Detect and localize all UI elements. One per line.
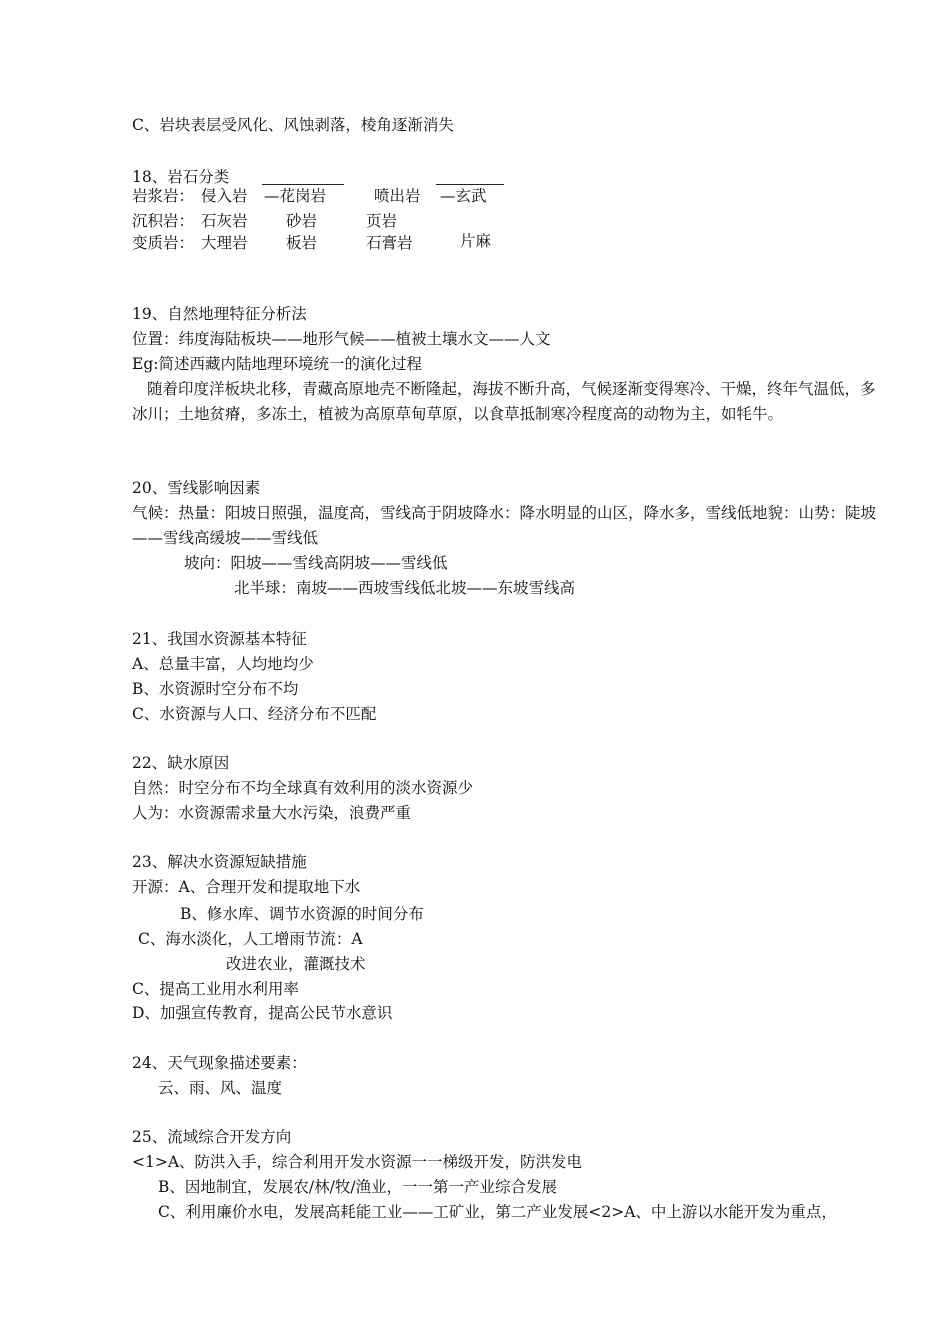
- s21-b: B、水资源时空分布不均: [132, 680, 299, 698]
- s19-paragraph: 随着印度洋板块北移，青藏高原地壳不断隆起，海拔不断升高，气候逐渐变得寒冷、干燥，终年气温低，多冰川；土地贫瘠，多冻土，植被为高原草甸草原，以食草抵制寒冷程度高的动物为主，如牦牛。: [132, 380, 876, 423]
- s21-c: C、水资源与人口、经济分布不匹配: [132, 705, 377, 723]
- s18-underline-1: [262, 184, 344, 185]
- s18-meta-d: 片麻: [460, 232, 492, 250]
- s23-line-1: 开源：A、合理开发和提取地下水: [132, 878, 361, 896]
- s18-meta-c: 石膏岩: [366, 234, 413, 252]
- s18-underline-2: [436, 184, 504, 185]
- s23-line-4: 改进农业，灌溉技术: [226, 955, 366, 973]
- s23-title: 23、解决水资源短缺措施: [132, 853, 307, 871]
- s18-meta-b: 板岩: [286, 234, 318, 252]
- s20-paragraph: 气候：热量：阳坡日照强，温度高，雪线高于阴坡降水：降水明显的山区，降水多，雪线低地貌：山势：陡坡——雪线高缓坡——雪线低: [132, 504, 877, 547]
- s19-title: 19、自然地理特征分析法: [132, 305, 307, 323]
- s18-magma-extrusive: 喷出岩: [374, 187, 421, 205]
- s25-title: 25、流域综合开发方向: [132, 1128, 292, 1146]
- s18-sed-label: 沉积岩：: [132, 212, 195, 230]
- s18-sed-c: 页岩: [366, 212, 398, 230]
- s25-line-1: <1>A、防洪入手，综合利用开发水资源一一梯级开发，防洪发电: [132, 1153, 583, 1171]
- s21-a: A、总量丰富，人均地均少: [132, 655, 314, 673]
- s24-line-1: 云、雨、风、温度: [158, 1079, 283, 1097]
- s19-position: 位置：纬度海陆板块——地形气候——植被土壤水文——人文: [132, 330, 551, 348]
- s22-natural: 自然：时空分布不均全球真有效利用的淡水资源少: [132, 779, 474, 797]
- s17-line-c: C、岩块表层受风化、风蚀剥落，棱角逐渐消失: [132, 116, 454, 134]
- s18-magma-intrusive-ex: —花岗岩: [264, 187, 327, 205]
- s18-magma-intrusive: 侵入岩: [201, 187, 248, 205]
- s18-sed-b: 砂岩: [286, 212, 318, 230]
- s24-title: 24、天气现象描述要素：: [132, 1054, 307, 1072]
- s20-title: 20、雪线影响因素: [132, 479, 261, 497]
- s22-human: 人为：水资源需求量大水污染，浪费严重: [132, 804, 412, 822]
- s18-meta-a: 大理岩: [201, 234, 248, 252]
- s23-line-2: B、修水库、调节水资源的时间分布: [180, 905, 424, 923]
- s23-line-6: D、加强宣传教育，提高公民节水意识: [132, 1004, 393, 1022]
- s18-meta-label: 变质岩：: [132, 234, 195, 252]
- s23-line-5: C、提高工业用水利用率: [132, 980, 299, 998]
- s20-aspect: 坡向：阳坡——雪线高阴坡——雪线低: [184, 554, 448, 572]
- s19-eg: Eg:简述西藏内陆地理环境统一的演化过程: [132, 355, 422, 373]
- s18-title: 18、岩石分类: [132, 168, 230, 186]
- s25-line-2: B、因地制宜，发展农/林/牧/渔业，一一第一产业综合发展: [158, 1178, 558, 1196]
- s20-north: 北半球：南坡——西坡雪线低北坡——东坡雪线高: [234, 579, 576, 597]
- s21-title: 21、我国水资源基本特征: [132, 630, 307, 648]
- s18-sed-a: 石灰岩: [201, 212, 248, 230]
- s23-line-3: C、海水淡化，人工增雨节流：A: [138, 930, 363, 948]
- s25-line-3: C、利用廉价水电，发展高耗能工业——工矿业，第二产业发展<2>A、中上游以水能开发为重点，: [158, 1203, 837, 1221]
- s18-magma-label: 岩浆岩：: [132, 187, 195, 205]
- s22-title: 22、缺水原因: [132, 754, 230, 772]
- s18-magma-extrusive-ex: —玄武: [440, 187, 487, 205]
